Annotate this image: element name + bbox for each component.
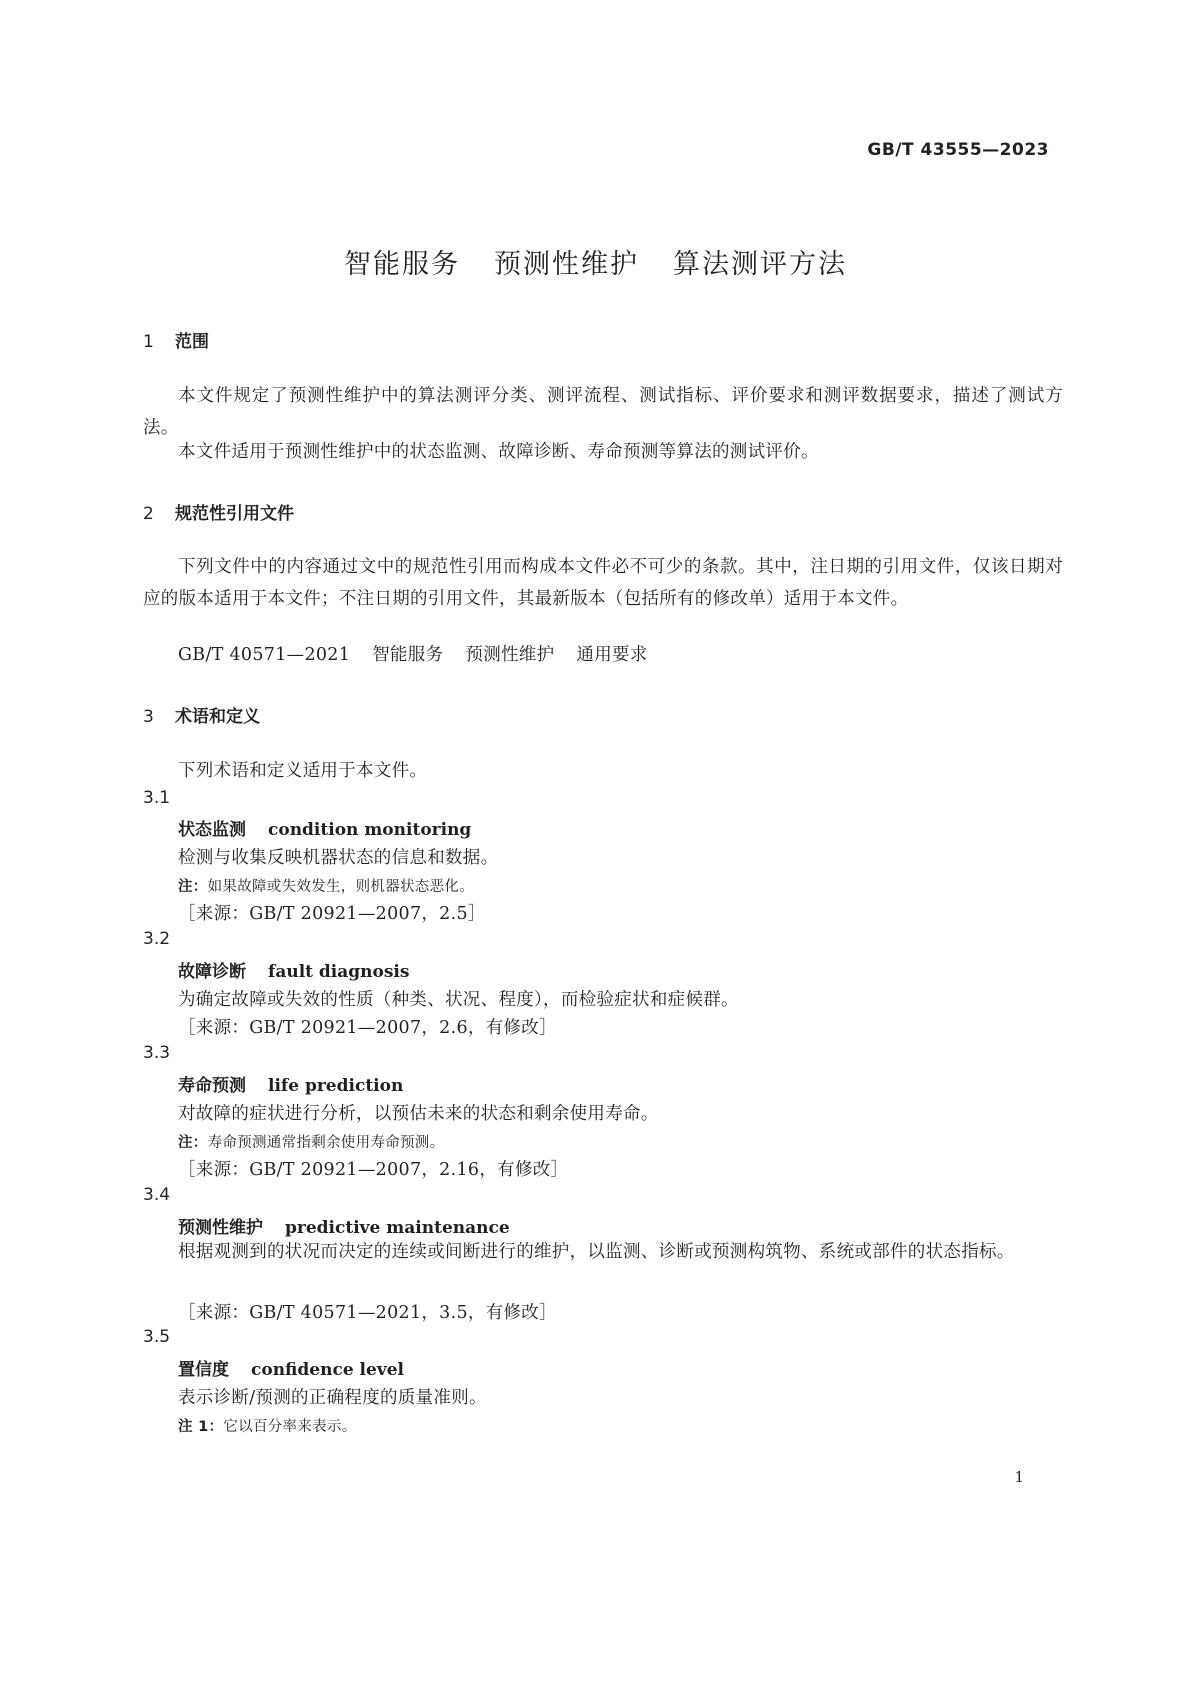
term-definition: 表示诊断/预测的正确程度的质量准则。 (178, 1388, 487, 1408)
term-definition: 对故障的症状进行分析，以预估未来的状态和剩余使用寿命。 (178, 1104, 659, 1124)
term-definition: 检测与收集反映机器状态的信息和数据。 (178, 848, 499, 868)
reference-title-2: 预测性维护 (465, 645, 555, 665)
section-2-heading (143, 499, 294, 524)
term-name (178, 957, 409, 982)
term-source: ［来源：GB/T 20921—2007，2.16，有修改］ (178, 1160, 569, 1180)
term-name (178, 1213, 510, 1238)
term-zh: 故障诊断 (178, 962, 246, 982)
term-name (178, 815, 471, 840)
section-number: 3 (143, 707, 154, 727)
term-note (178, 875, 474, 896)
term-source: ［来源：GB/T 20921—2007，2.5］ (178, 904, 486, 924)
note-text: 如果故障或失效发生，则机器状态恶化。 (207, 879, 475, 895)
note-label: 注： (178, 1135, 208, 1151)
section-1-paragraph-1: 本文件规定了预测性维护中的算法测评分类、测评流程、测试指标、评价要求和测评数据要求，描述了测试方法。 (143, 386, 1063, 438)
title-part-2: 预测性维护 (494, 249, 639, 280)
term-note (178, 1131, 444, 1152)
section-3-heading (143, 702, 260, 727)
term-source: ［来源：GB/T 40571—2021，3.5，有修改］ (178, 1303, 557, 1323)
term-zh: 寿命预测 (178, 1076, 246, 1096)
term-number: 3.1 (143, 788, 171, 808)
term-en: life prediction (268, 1076, 404, 1096)
term-en: predictive maintenance (285, 1218, 510, 1238)
document-title (0, 242, 1191, 281)
note-text: 它以百分率来表示。 (223, 1419, 357, 1435)
term-number: 3.5 (143, 1327, 171, 1347)
page-number: 1 (1014, 1468, 1024, 1486)
normative-reference (178, 641, 648, 666)
term-definition: 为确定故障或失效的性质（种类、状况、程度），而检验症状和症候群。 (178, 990, 739, 1010)
term-en: fault diagnosis (268, 962, 410, 982)
section-number: 2 (143, 504, 154, 524)
section-title: 规范性引用文件 (175, 504, 294, 524)
section-number: 1 (143, 332, 154, 352)
terms-intro: 下列术语和定义适用于本文件。 (178, 761, 428, 781)
section-2-paragraph-1: 下列文件中的内容通过文中的规范性引用而构成本文件必不可少的条款。其中，注日期的引用文件，仅该日期对应的版本适用于本文件；不注日期的引用文件，其最新版本（包括所有的修改单）适用于本文件。 (143, 557, 1063, 609)
reference-code: GB/T 40571—2021 (178, 645, 351, 665)
note-text: 寿命预测通常指剩余使用寿命预测。 (207, 1135, 445, 1151)
term-en: confidence level (251, 1360, 404, 1380)
reference-title-3: 通用要求 (576, 645, 648, 665)
section-title: 术语和定义 (175, 707, 260, 727)
note-label: 注： (178, 879, 208, 895)
title-part-3: 算法测评方法 (673, 249, 847, 280)
section-1-heading (143, 327, 209, 352)
term-definition: 根据观测到的状况而决定的连续或间断进行的维护，以监测、诊断或预测构筑物、系统或部件的状态指标。 (178, 1242, 1015, 1262)
section-title: 范围 (175, 332, 209, 352)
note-label: 注 1： (178, 1419, 224, 1435)
term-number: 3.3 (143, 1043, 171, 1063)
term-zh: 置信度 (178, 1360, 229, 1380)
term-name (178, 1355, 404, 1380)
section-1-paragraph-2: 本文件适用于预测性维护中的状态监测、故障诊断、寿命预测等算法的测试评价。 (178, 442, 819, 462)
term-zh: 状态监测 (178, 820, 246, 840)
standard-code: GB/T 43555—2023 (867, 140, 1049, 160)
term-en: condition monitoring (268, 820, 472, 840)
term-note (178, 1415, 357, 1436)
term-number: 3.2 (143, 929, 171, 949)
term-zh: 预测性维护 (178, 1218, 263, 1238)
term-number: 3.4 (143, 1185, 171, 1205)
term-name (178, 1071, 403, 1096)
reference-title-1: 智能服务 (372, 645, 444, 665)
title-part-1: 智能服务 (344, 249, 460, 280)
term-source: ［来源：GB/T 20921—2007，2.6，有修改］ (178, 1018, 557, 1038)
